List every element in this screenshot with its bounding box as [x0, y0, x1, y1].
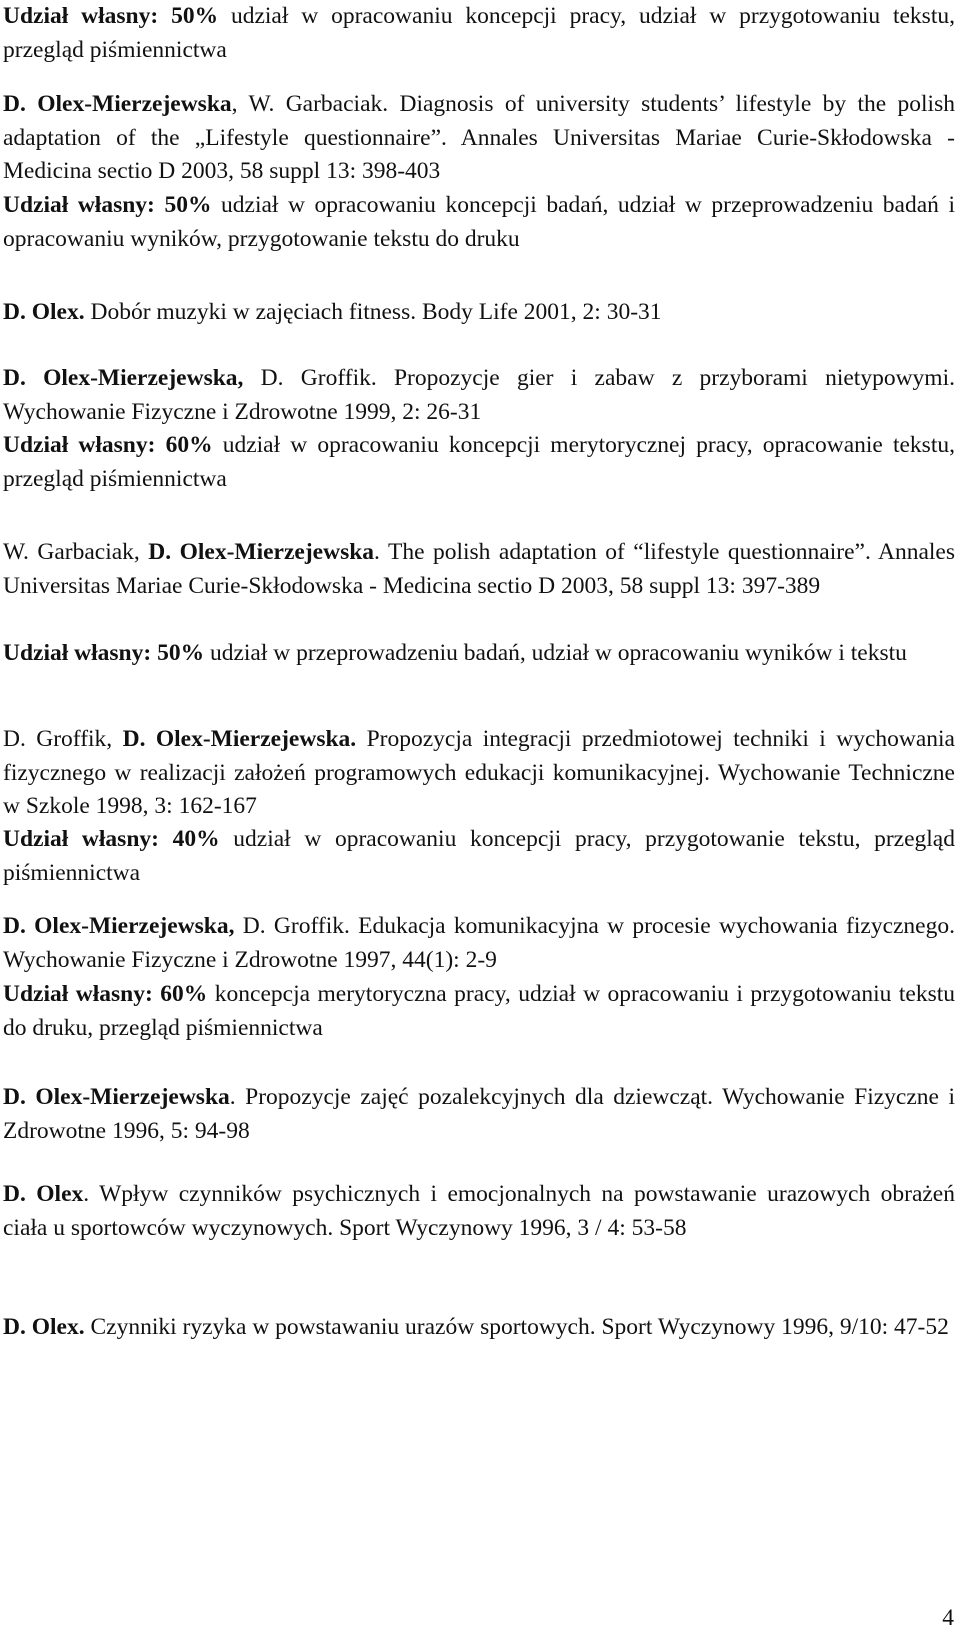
citation	[3, 88, 955, 189]
share-note	[3, 637, 955, 671]
citation-author-highlight: D. Olex-Mierzejewska	[3, 91, 232, 117]
citation	[3, 1178, 955, 1245]
share-note	[3, 189, 955, 256]
citation-text: Propozycja integracji przedmiotowej techniki i wychowania fizycznego w realizacji założeń programowych edukacji komunikacyjnej. Wychowanie Techniczne w Szkole 1998, 3: 162-167	[3, 726, 955, 819]
share-text: udział w opracowaniu koncepcji badań, udział w przeprowadzeniu badań i opracowaniu wyników, przygotowanie tekstu do druku	[3, 192, 955, 252]
citation-text: . Wpływ czynników psychicznych i emocjonalnych na powstawanie urazowych obrażeń ciała u sportowców wyczynowych. Sport Wyczynowy 1996, 3 / 4: 53-58	[3, 1181, 955, 1241]
citation-text: , W. Garbaciak. Diagnosis of university students’ lifestyle by the polish adaptation of the „Lifestyle questionnaire”. Annales Universitas Mariae Curie-Skłodowska - Medicina sectio D 2003, 58 suppl 13: 398-403	[3, 91, 955, 184]
share-label: Udział własny: 50%	[3, 640, 205, 666]
share-note	[3, 823, 955, 890]
share-label: Udział własny: 60%	[3, 981, 208, 1007]
share-label: Udział własny: 50%	[3, 3, 219, 29]
share-label: Udział własny: 60%	[3, 432, 213, 458]
citation-text: . The polish adaptation of “lifestyle questionnaire”. Annales Universitas Mariae Curie-Skłodowska - Medicina sectio D 2003, 58 suppl 13: 397-389	[3, 539, 955, 599]
citation	[3, 536, 955, 603]
citation-text: . Propozycje zajęć pozalekcyjnych dla dziewcząt. Wychowanie Fizyczne i Zdrowotne 1996, 5: 94-98	[3, 1084, 955, 1144]
share-label: Udział własny: 50%	[3, 192, 212, 218]
share-text: udział w opracowaniu koncepcji pracy, przygotowanie tekstu, przegląd piśmiennictwa	[3, 826, 955, 886]
page-number: 4	[942, 1605, 954, 1631]
citation-author-highlight: D. Olex-Mierzejewska	[148, 539, 375, 565]
citation-author-highlight: D. Olex-Mierzejewska.	[122, 726, 357, 752]
citation-coauthor: D. Groffik,	[3, 726, 123, 752]
share-label: Udział własny: 40%	[3, 826, 220, 852]
citation-author-highlight: D. Olex	[3, 1181, 84, 1207]
citation-text: D. Groffik. Propozycje gier i zabaw z przyborami nietypowymi. Wychowanie Fizyczne i Zdrowotne 1999, 2: 26-31	[3, 365, 955, 425]
citation-text: Dobór muzyki w zajęciach fitness. Body Life 2001, 2: 30-31	[84, 299, 662, 325]
share-text: udział w opracowaniu koncepcji merytorycznej pracy, opracowanie tekstu, przegląd piśmiennictwa	[3, 432, 955, 492]
citation-text: D. Groffik. Edukacja komunikacyjna w procesie wychowania fizycznego. Wychowanie Fizyczne i Zdrowotne 1997, 44(1): 2-9	[3, 913, 955, 973]
share-text: udział w przeprowadzeniu badań, udział w opracowaniu wyników i tekstu	[204, 640, 907, 666]
citation	[3, 1081, 955, 1148]
citation	[3, 296, 955, 330]
citation	[3, 1311, 955, 1345]
citation-author-highlight: D. Olex-Mierzejewska	[3, 1084, 230, 1110]
share-note	[3, 0, 955, 67]
citation-text: Czynniki ryzyka w powstawaniu urazów sportowych. Sport Wyczynowy 1996, 9/10: 47-52	[84, 1314, 949, 1340]
citation-author-highlight: D. Olex.	[3, 299, 85, 325]
citation-author-highlight: D. Olex-Mierzejewska,	[3, 913, 235, 939]
share-note	[3, 978, 955, 1045]
share-text: udział w opracowaniu koncepcji pracy, udział w przygotowaniu tekstu, przegląd piśmiennictwa	[3, 3, 955, 63]
citation-author-highlight: D. Olex-Mierzejewska,	[3, 365, 244, 391]
share-text: koncepcja merytoryczna pracy, udział w opracowaniu i przygotowaniu tekstu do druku, przegląd piśmiennictwa	[3, 981, 955, 1041]
citation-author-highlight: D. Olex.	[3, 1314, 85, 1340]
citation	[3, 362, 955, 429]
citation	[3, 910, 955, 977]
share-note	[3, 429, 955, 496]
citation	[3, 723, 955, 824]
citation-coauthor: W. Garbaciak,	[3, 539, 149, 565]
